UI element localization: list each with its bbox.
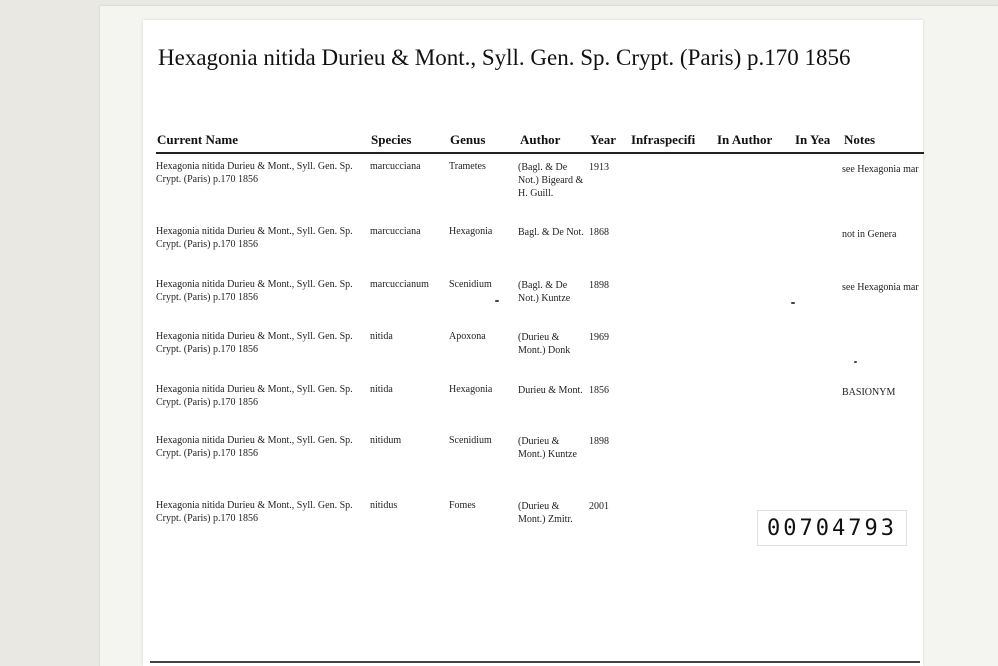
header-genus: Genus [450,132,486,147]
cell-notes: see Hexagonia mar [842,164,919,175]
cell-genus: Scenidium [449,435,492,446]
cell-current-name: Hexagonia nitida Durieu & Mont., Syll. Gen. Sp. Crypt. (Paris) p.170 1856 [156,435,353,459]
cell-current-name: Hexagonia nitida Durieu & Mont., Syll. Gen. Sp. Crypt. (Paris) p.170 1856 [156,384,353,408]
cell-notes: not in Genera [842,229,897,240]
cell-year: 1868 [589,227,609,238]
cell-current-name: Hexagonia nitida Durieu & Mont., Syll. Gen. Sp. Crypt. (Paris) p.170 1856 [156,279,353,303]
cell-species: marcucciana [370,161,421,172]
barcode-label: 00704793 [757,510,907,546]
cell-current-name: Hexagonia nitida Durieu & Mont., Syll. Gen. Sp. Crypt. (Paris) p.170 1856 [156,226,353,250]
cell-current-name: Hexagonia nitida Durieu & Mont., Syll. Gen. Sp. Crypt. (Paris) p.170 1856 [156,331,353,355]
cell-year: 1969 [589,332,609,343]
cell-notes: see Hexagonia mar [842,282,919,293]
cell-author: Durieu & Mont. [518,385,583,396]
header-year: Year [590,132,616,147]
paper-speck [495,300,499,302]
cell-author: (Bagl. & De Not.) Kuntze [518,280,571,304]
cell-current-name: Hexagonia nitida Durieu & Mont., Syll. Gen. Sp. Crypt. (Paris) p.170 1856 [156,161,353,185]
header-in-year: In Yea [795,132,831,147]
cell-genus: Fomes [449,500,476,511]
cell-author: (Durieu & Mont.) Zmitr. [518,501,573,525]
cell-year: 1856 [589,385,609,396]
cell-year: 1898 [589,436,609,447]
cell-genus: Apoxona [449,331,486,342]
cell-year: 1898 [589,280,609,291]
cell-notes: BASIONYM [842,387,896,398]
cell-genus: Hexagonia [449,384,493,395]
header-species: Species [371,132,412,147]
header-infraspecific: Infraspecifi [631,132,696,147]
cell-species: nitidum [370,435,402,446]
cell-species: marcucciana [370,226,421,237]
cell-author: (Durieu & Mont.) Donk [518,332,571,356]
cell-author: (Bagl. & De Not.) Bigeard & H. Guill. [518,162,584,199]
paper-speck [791,302,795,304]
header-notes: Notes [844,132,876,147]
paper-speck [854,361,857,363]
header-in-author: In Author [717,132,773,147]
document-title: Hexagonia nitida Durieu & Mont., Syll. Gen. Sp. Crypt. (Paris) p.170 1856 [158,45,851,70]
cell-genus: Hexagonia [449,226,493,237]
cell-species: marcuccianum [370,279,429,290]
cell-author: Bagl. & De Not. [518,227,584,238]
header-underline [156,152,924,154]
cell-species: nitida [370,384,393,395]
cell-current-name: Hexagonia nitida Durieu & Mont., Syll. Gen. Sp. Crypt. (Paris) p.170 1856 [156,500,353,524]
cell-genus: Trametes [449,161,486,172]
cell-species: nitidus [370,500,398,511]
cell-year: 2001 [589,501,609,512]
cell-species: nitida [370,331,393,342]
cell-year: 1913 [589,162,609,173]
header-current-name: Current Name [157,132,238,147]
cell-author: (Durieu & Mont.) Kuntze [518,436,577,460]
sheet-bottom-edge [150,661,920,663]
header-author: Author [520,132,561,147]
cell-genus: Scenidium [449,279,492,290]
